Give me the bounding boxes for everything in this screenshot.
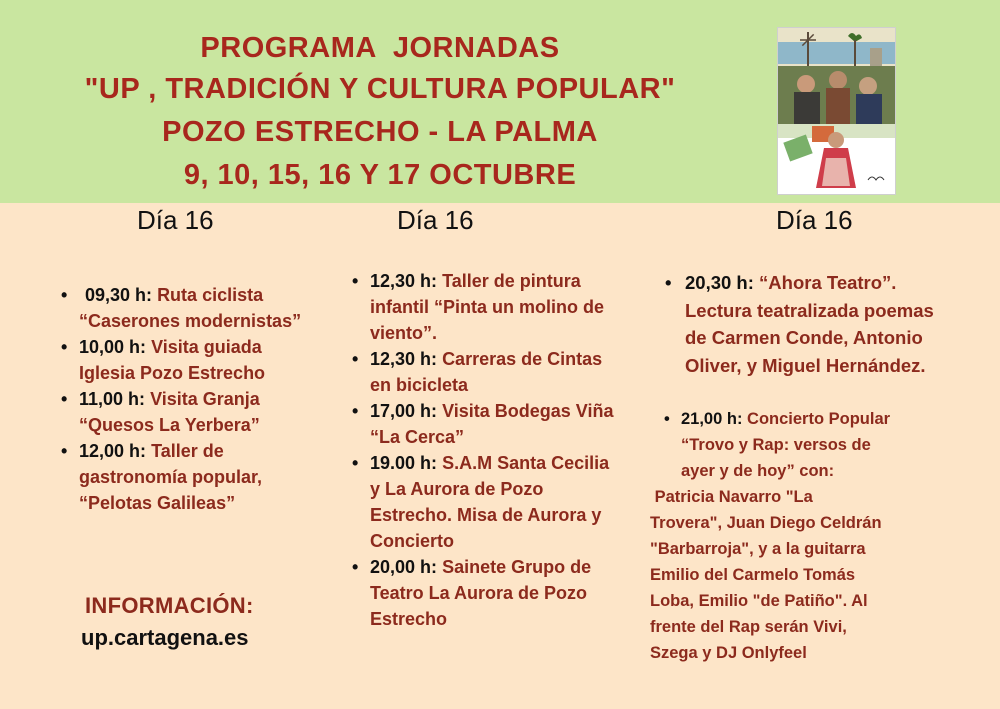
item-desc: “Ahora Teatro”. Lectura teatralizada poemas de Carmen Conde, Antonio Oliver, y Miguel Hernández. xyxy=(685,272,934,376)
item-time: 10,00 h: xyxy=(79,337,147,357)
list-item xyxy=(348,398,623,450)
info-label: INFORMACIÓN: xyxy=(85,593,254,618)
item-time: 12,30 h: xyxy=(370,349,438,369)
item-desc: Taller de pintura infantil “Pinta un molino de viento”. xyxy=(370,271,604,343)
title-line-1: PROGRAMA JORNADAS xyxy=(200,32,560,64)
poster-illustration xyxy=(778,28,895,194)
concert-detail-1: Patricia Navarro "La xyxy=(650,488,813,506)
concert-detail-5: Loba, Emilio "de Patiño". Al xyxy=(650,592,868,610)
item-time: 11,00 h: xyxy=(79,389,146,409)
item-desc: S.A.M Santa Cecilia y La Aurora de Pozo Estrecho. Misa de Aurora y Concierto xyxy=(370,453,610,551)
concert-title-1: Concierto Popular xyxy=(747,410,891,428)
concert-detail-2: Trovera", Juan Diego Celdrán xyxy=(650,514,882,532)
title-line-3: POZO ESTRECHO - LA PALMA xyxy=(162,116,598,148)
list-item xyxy=(57,334,319,386)
item-time: 09,30 h: xyxy=(85,285,153,305)
item-desc: Sainete Grupo de Teatro La Aurora de Pozo Estrecho xyxy=(370,557,592,629)
concert-title-3: ayer y de hoy” con: xyxy=(681,462,835,480)
concert-detail-4: Emilio del Carmelo Tomás xyxy=(650,566,856,584)
poster-image xyxy=(777,27,896,195)
item-time: 12,30 h: xyxy=(370,271,438,291)
header-banner xyxy=(0,0,1000,203)
item-desc: Visita guiada Iglesia Pozo Estrecho xyxy=(79,337,266,383)
item-desc: Ruta ciclista “Caserones modernistas” xyxy=(79,285,302,331)
concert-time: 21,00 h: xyxy=(681,410,743,428)
concert-heading xyxy=(650,406,950,484)
title-line-4: 9, 10, 15, 16 Y 17 OCTUBRE xyxy=(183,159,577,191)
item-time: 20,00 h: xyxy=(370,557,438,577)
item-desc: Carreras de Cintas en bicicleta xyxy=(370,349,603,395)
concert-block xyxy=(650,406,950,666)
column-1-day: Día 16 xyxy=(137,205,214,235)
column-3-list xyxy=(655,269,947,379)
column-2-day: Día 16 xyxy=(397,205,474,235)
list-item xyxy=(57,386,319,438)
list-item xyxy=(57,282,319,334)
bullet-icon: • xyxy=(664,410,670,428)
column-3-day: Día 16 xyxy=(776,205,853,235)
list-item xyxy=(348,450,623,554)
title-line-2: "UP , TRADICIÓN Y CULTURA POPULAR" xyxy=(84,73,676,105)
item-desc: Visita Bodegas Viña “La Cerca” xyxy=(370,401,614,447)
concert-detail-6: frente del Rap serán Vivi, xyxy=(650,618,847,636)
info-url[interactable]: up.cartagena.es xyxy=(81,625,249,650)
item-time: 19.00 h: xyxy=(370,453,438,473)
list-item xyxy=(655,269,947,379)
list-item xyxy=(348,346,623,398)
item-time: 12,00 h: xyxy=(79,441,147,461)
item-desc: Taller de gastronomía popular, “Pelotas Galileas” xyxy=(79,441,263,513)
concert-title-2: “Trovo y Rap: versos de xyxy=(681,436,871,454)
column-2-list xyxy=(348,268,623,632)
list-item xyxy=(57,438,319,516)
list-item xyxy=(348,268,623,346)
concert-detail-7: Szega y DJ Onlyfeel xyxy=(650,644,807,662)
item-desc: Visita Granja “Quesos La Yerbera” xyxy=(79,389,260,435)
item-time: 17,00 h: xyxy=(370,401,438,421)
list-item xyxy=(348,554,623,632)
column-1-list xyxy=(57,282,319,516)
concert-detail-3: "Barbarroja", y a la guitarra xyxy=(650,540,866,558)
item-time: 20,30 h: xyxy=(685,272,754,293)
